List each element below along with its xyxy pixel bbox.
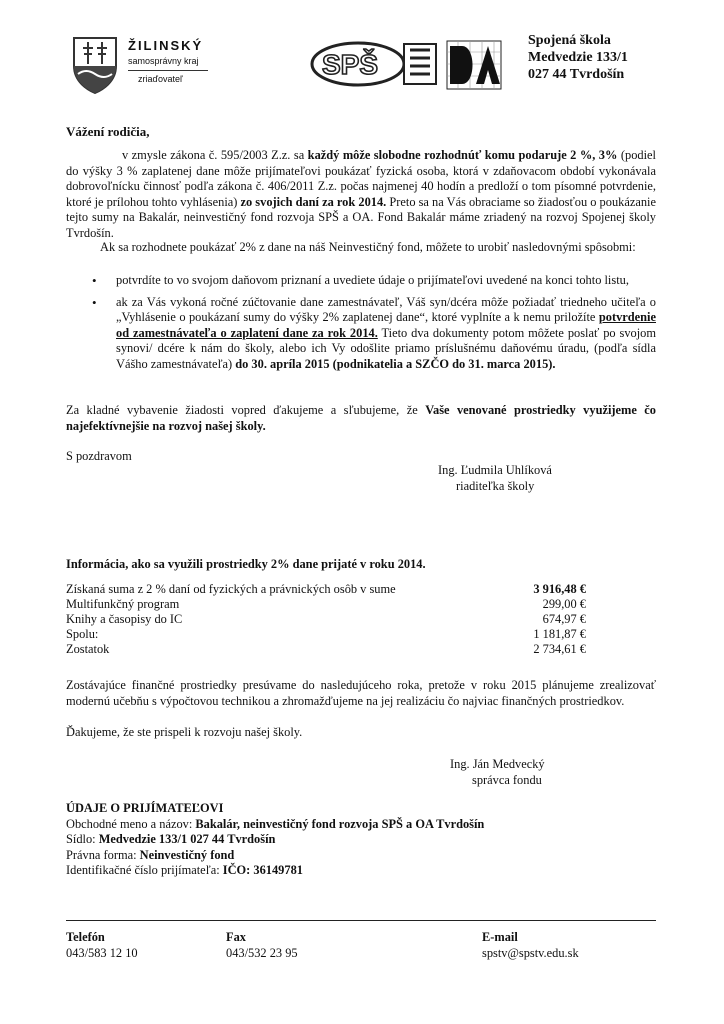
school-address (528, 32, 628, 83)
paragraph-3 (66, 403, 656, 434)
table-row (66, 627, 586, 642)
funds-table (66, 582, 586, 657)
phone-label: Telefón (66, 930, 105, 944)
list-item (90, 295, 656, 373)
paragraph-2 (66, 240, 656, 256)
phone-value: 043/583 12 10 (66, 946, 138, 960)
signer-1-role: riaditeľka školy (456, 479, 535, 493)
p1-d: zo svojich daní za rok 2014. (240, 194, 387, 209)
table-row (66, 612, 586, 627)
recipient-seat-value: Medvedzie 133/1 027 44 Tvrdošín (98, 832, 276, 847)
p2-text: Ak sa rozhodnete poukázať 2% z dane na náš Neinvestičný fond, môžete to urobiť nasledovnými spôsobmi: (100, 240, 636, 254)
row-value: 1 181,87 € (533, 627, 586, 641)
p1-a: v zmysle zákona č. 595/2003 Z.z. sa (122, 148, 308, 162)
recipient-seat-label: Sídlo: (66, 832, 99, 847)
svg-text:SPŠ: SPŠ (322, 49, 379, 80)
email-label: E-mail (482, 930, 518, 944)
bullet-2-b: potvrdenie od zamestnávateľa o zaplatení dane za rok 2014. (116, 310, 656, 340)
table-row (66, 582, 586, 597)
bullet-1-text: potvrdíte to vo svojom daňovom priznaní a uvediete údaje o prijímateľovi uvedené na konci tohto listu, (116, 273, 629, 287)
p3-a: Za kladné vybavenie žiadosti vopred ďakujeme a sľubujeme, že (66, 403, 426, 417)
recipient-id-row (66, 863, 656, 879)
row-value: 3 916,48 € (533, 582, 586, 596)
fax-value: 043/532 23 95 (226, 946, 298, 960)
email-value: spstv@spstv.edu.sk (482, 946, 579, 960)
list-item (90, 273, 656, 289)
row-label: Zostatok (66, 642, 110, 656)
footer-divider (66, 920, 656, 921)
p1-e: Preto sa na Vás obraciame so žiadosťou o poukázanie tejto sumy na Bakalár, neinvestičný fond rozvoja SPŠ a OA. Fond Bakalár máme zriadený na rozvoj Spojenej školy Tvrdošín. (66, 194, 656, 240)
header (0, 0, 724, 110)
row-label: Získaná suma z 2 % daní od fyzických a právnických osôb v sume (66, 582, 396, 596)
recipient-form-row (66, 848, 656, 864)
bullet-2-c: Tieto dva dokumenty potom môžete poslať po svojom synovi/ dcére k nám do školy, alebo ich Vy odošlite priamo príslušnému daňovému úradu, (podľa sídla Vášho zamestnávateľa) (116, 325, 656, 371)
recipient-form-label: Právna forma: (66, 847, 140, 862)
thanks: Ďakujeme, že ste prispeli k rozvoju našej školy. (66, 725, 303, 739)
p1-c: (podiel do výšky 3 % zaplatenej dane môže prijímateľovi poukázať fyzická osoba, ktorá v zdaňovacom období vykonávala dobrovoľnícku činnosť podľa zákona č. 406/2011 Z.z. počas najmenej 40 hodín a predloží o tom písomné potvrdenie, ktoré je prílohou tohto vyhlásenia) (66, 148, 656, 209)
bullet-2-d: do 30. apríla 2015 (podnikatelia a SZČO do 31. marca 2015). (235, 356, 556, 371)
region-role: zriaďovateľ (138, 74, 183, 84)
info-title: Informácia, ako sa využili prostriedky 2% dane prijaté v roku 2014. (66, 557, 426, 571)
school-street: Medvedzie 133/1 (528, 50, 628, 65)
closing: S pozdravom (66, 449, 132, 463)
table-row (66, 642, 586, 657)
recipient-id-label: Identifikačné číslo prijímateľa: (66, 863, 223, 878)
recipient-seat-row (66, 832, 656, 848)
school-city: 027 44 Tvrdošín (528, 67, 625, 82)
region-sub: samosprávny kraj (128, 56, 199, 66)
row-label: Multifunkčný program (66, 597, 180, 611)
recipient-name-value: Bakalár, neinvestičný fond rozvoja SPŠ a OA Tvrdošín (195, 816, 485, 831)
paragraph-4: Zostávajúce finančné prostriedky presúvame do nasledujúceho roka, pretože v roku 2015 plánujeme zrealizovať modernú učebňu s výpočtovou technikou a zhromažďujeme na jej realizáciu čo najviac finančných prostriedkov. (66, 678, 656, 708)
school-name: Spojená škola (528, 33, 611, 48)
oa-logo-icon (446, 40, 502, 90)
recipient-heading: ÚDAJE O PRIJÍMATEĽOVI (66, 801, 224, 815)
fax-label: Fax (226, 930, 246, 944)
recipient-name-label: Obchodné meno a názov: (66, 816, 196, 831)
recipient-id-value: IČO: 36149781 (222, 863, 303, 878)
row-label: Knihy a časopisy do IC (66, 612, 183, 626)
salutation: Vážení rodičia, (66, 124, 150, 139)
row-value: 2 734,61 € (533, 642, 586, 656)
signer-2-role: správca fondu (472, 773, 542, 787)
table-row (66, 597, 586, 612)
paragraph-1 (66, 148, 656, 242)
signer-2-name: Ing. Ján Medvecký (450, 757, 545, 771)
p3-b: Vaše venované prostriedky využijeme čo najefektívnejšie na rozvoj našej školy. (66, 403, 657, 433)
p1-b: každý môže slobodne rozhodnúť komu podaruje 2 %, 3% (307, 148, 618, 162)
recipient-form-value: Neinvestičný fond (139, 847, 235, 862)
recipient-section (66, 801, 656, 879)
methods-list (90, 273, 656, 373)
bullet-2-a: ak za Vás vykoná ročné zúčtovanie dane zamestnávateľ, Váš syn/dcéra môže požiadať triedneho učiteľa o „Vyhlásenie o poukázaní sumy do výšky 2% zaplatenej dane“, ktoré vyplníte a k nemu priložíte (116, 294, 656, 325)
zilinsky-kraj-crest-icon (72, 36, 118, 94)
signer-1-name: Ing. Ľudmila Uhlíková (438, 463, 552, 477)
row-value: 674,97 € (542, 612, 586, 626)
region-name: ŽILINSKÝ (128, 38, 204, 53)
recipient-name-row (66, 817, 656, 833)
row-value: 299,00 € (542, 597, 586, 611)
region-underline (128, 70, 208, 71)
row-label: Spolu: (66, 627, 99, 641)
sps-logo-icon (308, 40, 440, 88)
